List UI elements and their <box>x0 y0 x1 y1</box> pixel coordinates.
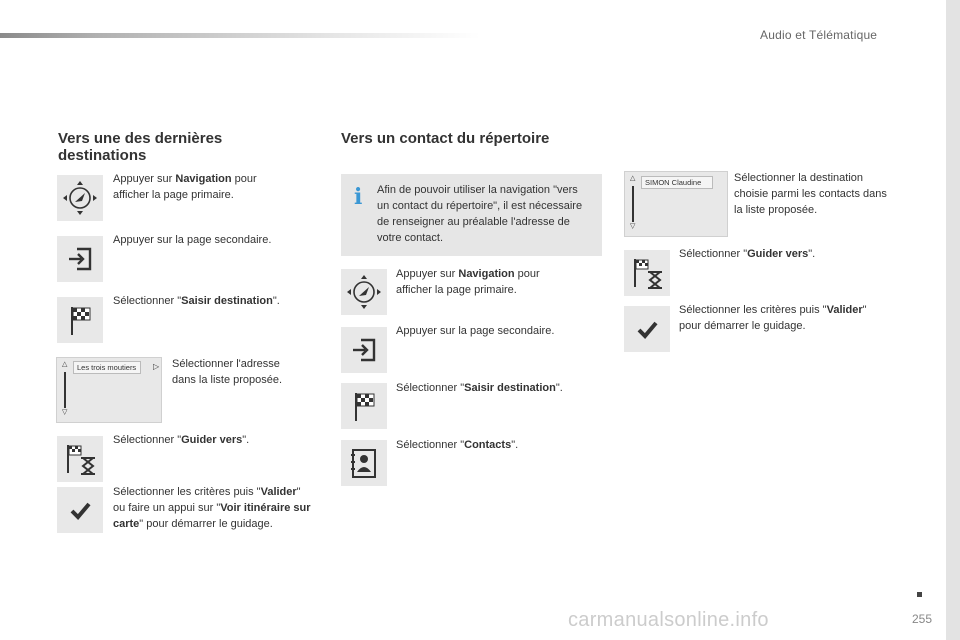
left-step-6: Sélectionner les critères puis "Valider" ou faire un appui sur "Voir itinéraire sur carte" pour démarrer le guidage. <box>113 486 311 530</box>
left-step-1: Appuyer sur Navigation pour afficher la page primaire. <box>113 173 257 201</box>
middle-step-2: Appuyer sur la page secondaire. <box>396 325 555 337</box>
right-step-3: Sélectionner les critères puis "Valider" pour démarrer le guidage. <box>679 304 867 332</box>
info-text: Afin de pouvoir utiliser la navigation "vers un contact du répertoire", il est nécessaire de renseigner au préalable l'adresse de votre contact. <box>377 184 583 244</box>
middle-heading: Vers un contact du répertoire <box>341 130 550 147</box>
detail-arrow-icon: ▷ <box>153 362 160 371</box>
left-step-4: Sélectionner l'adresse dans la liste proposée. <box>172 358 283 386</box>
section-title: Audio et Télématique <box>760 28 878 42</box>
checkmark-icon <box>624 306 670 352</box>
middle-step-1: Appuyer sur Navigation pour afficher la page primaire. <box>396 268 540 296</box>
scroll-down-icon: ▽ <box>62 409 68 416</box>
left-heading: Vers une des dernières destinations <box>58 130 223 164</box>
left-step-2: Appuyer sur la page secondaire. <box>113 234 272 246</box>
flag-hourglass-icon <box>57 436 103 482</box>
right-step-2: Sélectionner "Guider vers". <box>679 248 816 260</box>
scroll-down-icon: ▽ <box>630 223 636 230</box>
flag-hourglass-icon <box>624 250 670 296</box>
info-box <box>341 174 602 256</box>
page-number: 255 <box>912 612 933 626</box>
scrollbar <box>64 372 66 408</box>
checkered-flag-icon <box>341 383 387 429</box>
address-list-screen <box>56 357 162 423</box>
checkmark-icon <box>57 487 103 533</box>
contacts-icon <box>341 440 387 486</box>
scroll-up-icon: △ <box>630 175 636 182</box>
contact-list-item: SIMON Claudine <box>641 176 713 189</box>
right-step-1: Sélectionner la destination choisie parmi les contacts dans la liste proposée. <box>734 172 887 216</box>
navigation-dial-icon <box>341 269 387 315</box>
secondary-page-icon <box>57 236 103 282</box>
scrollbar <box>632 186 634 222</box>
navigation-dial-icon <box>57 175 103 221</box>
left-step-3: Sélectionner "Saisir destination". <box>113 295 280 307</box>
address-list-item: Les trois moutiers <box>73 361 141 374</box>
scroll-up-icon: △ <box>62 361 68 368</box>
left-step-5: Sélectionner "Guider vers". <box>113 434 250 446</box>
middle-step-3: Sélectionner "Saisir destination". <box>396 382 563 394</box>
end-marker <box>917 592 922 597</box>
watermark: carmanualsonline.info <box>568 609 769 631</box>
secondary-page-icon <box>341 327 387 373</box>
middle-step-4: Sélectionner "Contacts". <box>396 439 519 451</box>
page-edge-bar <box>946 0 960 640</box>
header-bar <box>0 33 480 38</box>
contacts-list-screen <box>624 171 728 237</box>
checkered-flag-icon <box>57 297 103 343</box>
info-icon: i <box>354 184 363 210</box>
